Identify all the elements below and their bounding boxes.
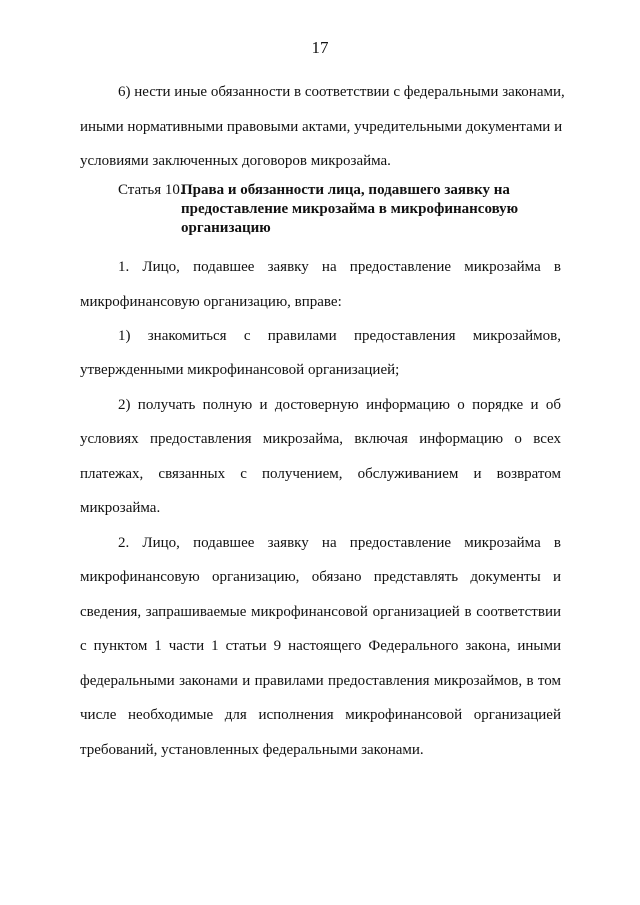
part-2-line-7: требований, установленных федеральными законами.: [80, 742, 424, 758]
part-1-line-2: микрофинансовую организацию, вправе:: [80, 294, 342, 310]
item-6-line-3: условиями заключенных договоров микрозайма.: [80, 153, 391, 169]
page-number: 17: [311, 38, 329, 57]
part-2-line-6: числе необходимые для исполнения микрофинансовой организацией: [80, 707, 561, 723]
part-2-line-1: 2. Лицо, подавшее заявку на предоставление микрозайма в: [118, 535, 561, 551]
item-1-line-1: 1) знакомиться с правилами предоставления микрозаймов,: [118, 328, 561, 344]
part-2-line-3: сведения, запрашиваемые микрофинансовой организацией в соответствии: [80, 604, 561, 620]
item-2-line-4: микрозайма.: [80, 500, 161, 516]
article-title-line-1: Права и обязанности лица, подавшего заявку на: [181, 182, 510, 198]
article-title: [181, 181, 566, 238]
item-6-line-1: 6) нести иные обязанности в соответствии с федеральными законами,: [118, 84, 565, 100]
item-6-line-2: иными нормативными правовыми актами, учредительными документами и: [80, 119, 563, 135]
part-2-line-5: федеральными законами и правилами предоставления микрозаймов, в том: [80, 673, 561, 689]
part-1-line-1: 1. Лицо, подавшее заявку на предоставление микрозайма в: [118, 259, 561, 275]
article-title-line-3: организацию: [181, 220, 271, 236]
item-2-line-3: платежах, связанных с получением, обслуживанием и возвратом: [80, 466, 561, 482]
article-title-line-2: предоставление микрозайма в микрофинансовую: [181, 201, 519, 217]
item-2-line-1: 2) получать полную и достоверную информацию о порядке и об: [118, 397, 561, 413]
item-1-line-2: утвержденными микрофинансовой организацией;: [80, 362, 400, 378]
item-2-line-2: условиях предоставления микрозайма, включая информацию о всех: [80, 431, 561, 447]
part-2-line-2: микрофинансовую организацию, обязано представлять документы и: [80, 569, 561, 585]
article-label: Статья 10.: [118, 182, 184, 198]
part-2-line-4: с пунктом 1 части 1 статьи 9 настоящего Федерального закона, иными: [80, 638, 561, 654]
